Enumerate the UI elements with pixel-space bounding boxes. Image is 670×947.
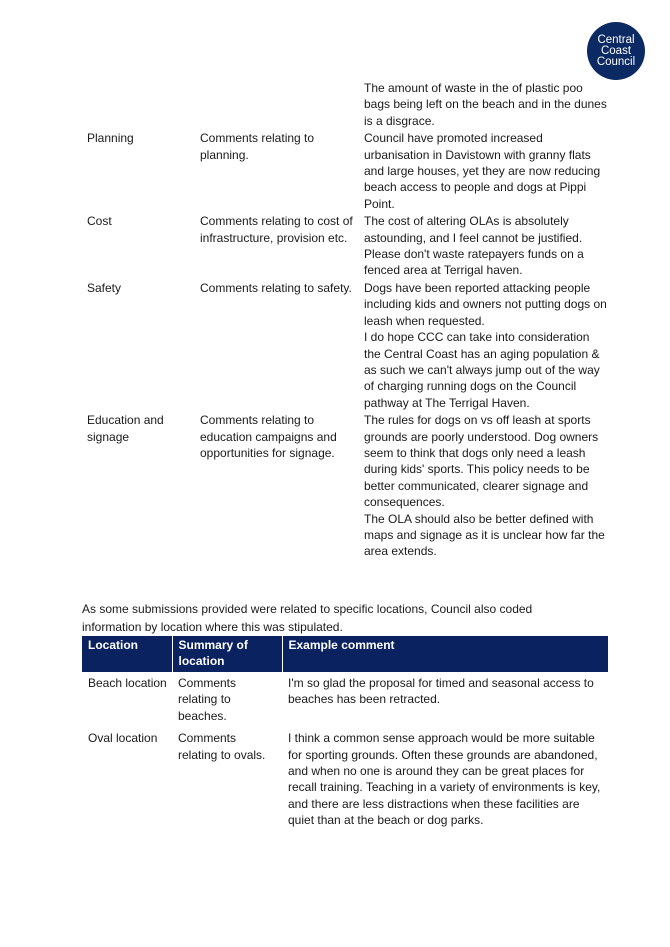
theme-category: Safety xyxy=(87,280,122,295)
logo-line-1: Central xyxy=(597,33,635,46)
header-example: Example comment xyxy=(282,636,608,672)
location-name: Oval location xyxy=(88,731,158,746)
location-name: Beach location xyxy=(88,676,167,690)
location-intro-paragraph: As some submissions provided were related to specific locations, Council also coded information by location where this was stipulated. xyxy=(82,602,533,635)
table-row xyxy=(83,412,613,561)
logo-line-2: Coast xyxy=(600,44,632,57)
table-row xyxy=(82,672,608,727)
theme-category: Cost xyxy=(87,214,112,229)
theme-summary: Comments relating to cost of infrastructure, provision etc. xyxy=(200,214,353,245)
location-example: I'm so glad the proposal for timed and seasonal access to beaches has been retracted. xyxy=(288,676,594,707)
table-row xyxy=(83,213,613,280)
table-row xyxy=(83,280,613,412)
theme-example-cell xyxy=(360,412,613,561)
central-coast-council-logo xyxy=(587,22,645,80)
theme-summary: Comments relating to safety. xyxy=(200,280,352,295)
location-summary: Comments relating to ovals. xyxy=(178,731,266,762)
table-row xyxy=(82,727,608,831)
theme-example-cell xyxy=(360,280,613,412)
theme-example: The cost of altering OLAs is absolutely astounding, and I feel cannot be justified. Please don't waste ratepayers funds on a fenced area at Terrigal haven. xyxy=(364,214,584,278)
theme-category: Education and signage xyxy=(87,413,164,444)
theme-summary: Comments relating to education campaigns and opportunities for signage. xyxy=(200,413,337,460)
theme-category: Planning xyxy=(87,131,134,146)
theme-category xyxy=(83,80,196,130)
location-summary: Comments relating to beaches. xyxy=(178,676,237,723)
location-example: I think a common sense approach would be more suitable for sporting grounds. Often these grounds are abandoned, and when no one is around they can be great places for recall training. Teaching in a variety of environments is key, and there are less distractions when these facilities are quiet than at the beach or dog parks. xyxy=(288,731,601,828)
theme-example: The amount of waste in the of plastic poo bags being left on the beach and in the dunes is a disgrace. xyxy=(364,81,607,128)
logo-line-3: Council xyxy=(596,55,636,68)
theme-summary xyxy=(196,80,360,130)
theme-summary: Comments relating to planning. xyxy=(200,131,315,162)
themes-table xyxy=(83,80,613,561)
theme-example-2: I do hope CCC can take into consideration the Central Coast has an aging population & as such we can't always jump out of the way of charging running dogs on the Council pathway at The Terrigal Haven. xyxy=(364,330,600,410)
table-row xyxy=(83,130,613,213)
header-location: Location xyxy=(82,636,172,672)
theme-example-2: The OLA should also be better defined with maps and signage as it is unclear how far the area extends. xyxy=(364,511,605,559)
table-header-row xyxy=(82,636,608,672)
table-row xyxy=(83,80,613,130)
header-summary: Summary of location xyxy=(172,636,282,672)
location-table xyxy=(82,636,608,832)
theme-example: Dogs have been reported attacking people including kids and owners not putting dogs on leash when requested. xyxy=(364,280,607,328)
theme-example: The rules for dogs on vs off leash at sports grounds are poorly understood. Dog owners seem to think that dogs only need a leash during kids' sports. This policy needs to be better communicated, clearer signage and consequences. xyxy=(364,413,599,510)
theme-example: Council have promoted increased urbanisation in Davistown with granny flats and large houses, yet they are now reducing beach access to people and dogs at Pippi Point. xyxy=(364,131,601,211)
